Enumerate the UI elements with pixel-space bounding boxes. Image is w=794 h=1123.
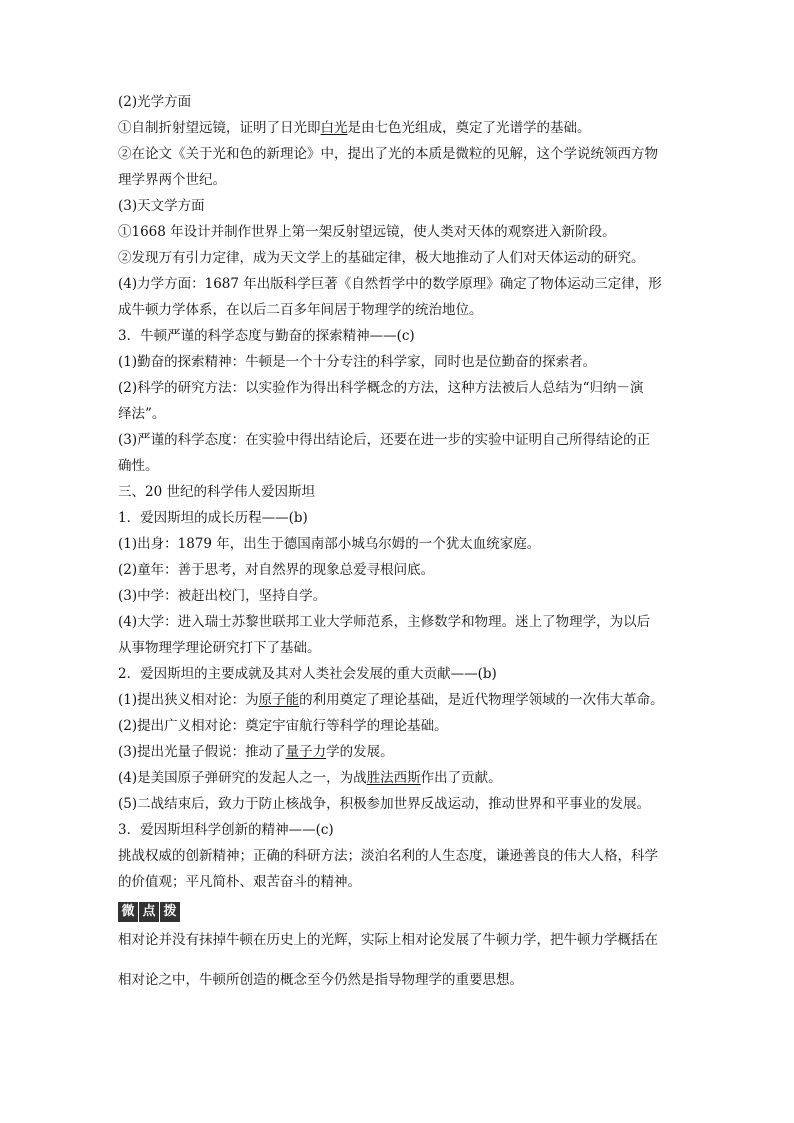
- achievement-3: (3)提出光量子假说：推动了量子力学的发展。: [118, 744, 394, 760]
- astronomy-point-1: ①1668 年设计并制作世界上第一架反射望远镜，使人类对天体的观察进入新阶段。: [118, 224, 616, 240]
- achievement-5: (5)二战结束后，致力于防止核战争，积极参加世界反战运动，推动世界和平事业的发展。: [118, 796, 651, 812]
- underlined-term: 白光: [320, 120, 348, 136]
- einstein-spirit-line-2: 的价值观；平凡简朴、艰苦奋斗的精神。: [118, 874, 361, 890]
- newton-spirit-point-1: (1)勤奋的探索精神：牛顿是一个十分专注的科学家，同时也是位勤奋的探索者。: [118, 354, 597, 370]
- underlined-term: 量子力: [285, 744, 327, 760]
- einstein-growth-heading: 1．爱因斯坦的成长历程——(b): [118, 510, 308, 526]
- optics-point-1: ①自制折射望远镜，证明了日光即白光是由七色光组成，奠定了光谱学的基础。: [118, 120, 591, 136]
- tip-badge-char: 点: [139, 902, 159, 922]
- underlined-term: 胜法西斯: [366, 770, 421, 786]
- optics-point-2-line-1: ②在论文《关于光和色的新理论》中，提出了光的本质是微粒的见解，这个学说统领西方物: [118, 146, 658, 162]
- einstein-university-line-2: 从事物理学理论研究打下了基础。: [118, 640, 321, 656]
- einstein-childhood: (2)童年：善于思考，对自然界的现象总爱寻根问底。: [118, 562, 435, 578]
- astronomy-heading: (3)天文学方面: [118, 198, 205, 214]
- einstein-spirit-line-1: 挑战权威的创新精神；正确的科研方法；淡泊名利的人生态度，谦逊善良的伟大人格，科学: [118, 848, 658, 864]
- tip-badge: [118, 900, 181, 922]
- einstein-spirit-heading: 3．爱因斯坦科学创新的精神——(c): [118, 822, 334, 838]
- einstein-birth: (1)出身：1879 年，出生于德国南部小城乌尔姆的一个犹太血统家庭。: [118, 536, 541, 552]
- tip-line-1: 相对论并没有抹掉牛顿在历史上的光辉，实际上相对论发展了牛顿力学，把牛顿力学概括在: [118, 932, 658, 948]
- einstein-section-title: 三、20 世纪的科学伟人爱因斯坦: [118, 484, 315, 500]
- document-page: [118, 92, 678, 990]
- mechanics-line-1: (4)力学方面：1687 年出版科学巨著《自然哲学中的数学原理》确定了物体运动三定律，形: [118, 276, 662, 292]
- newton-spirit-point-2-line-1: (2)科学的研究方法：以实验作为得出科学概念的方法，这种方法被后人总结为“归纳－演: [118, 380, 644, 396]
- optics-point-2-line-2: 理学界两个世纪。: [118, 172, 226, 188]
- tip-badge-char: 微: [118, 902, 138, 922]
- astronomy-point-2: ②发现万有引力定律，成为天文学上的基础定律，极大地推动了人们对天体运动的研究。: [118, 250, 645, 266]
- tip-badge-char: 拨: [160, 902, 180, 922]
- mechanics-line-2: 成牛顿力学体系，在以后二百多年间居于物理学的统治地位。: [118, 302, 483, 318]
- achievement-1: (1)提出狭义相对论：为原子能的利用奠定了理论基础，是近代物理学领域的一次伟大革命。: [118, 692, 664, 708]
- underlined-term: 原子能: [258, 692, 300, 708]
- tip-line-2: 相对论之中，牛顿所创造的概念至今仍然是指导物理学的重要思想。: [118, 972, 523, 988]
- newton-spirit-heading: 3．牛顿严谨的科学态度与勤奋的探索精神——(c): [118, 328, 415, 344]
- newton-spirit-point-3-line-1: (3)严谨的科学态度：在实验中得出结论后，还要在进一步的实验中证明自己所得结论的正: [118, 432, 651, 448]
- achievement-2: (2)提出广义相对论：奠定宇宙航行等科学的理论基础。: [118, 718, 448, 734]
- achievement-4: (4)是美国原子弹研究的发起人之一，为战胜法西斯作出了贡献。: [118, 770, 502, 786]
- einstein-achievements-heading: 2．爱因斯坦的主要成就及其对人类社会发展的重大贡献——(b): [118, 666, 497, 682]
- newton-spirit-point-3-line-2: 确性。: [118, 458, 159, 474]
- newton-spirit-point-2-line-2: 绎法”。: [118, 406, 166, 422]
- optics-heading: (2)光学方面: [118, 94, 192, 110]
- einstein-middle-school: (3)中学：被赶出校门，坚持自学。: [118, 588, 327, 604]
- einstein-university-line-1: (4)大学：进入瑞士苏黎世联邦工业大学师范系，主修数学和物理。迷上了物理学，为以后: [118, 614, 651, 630]
